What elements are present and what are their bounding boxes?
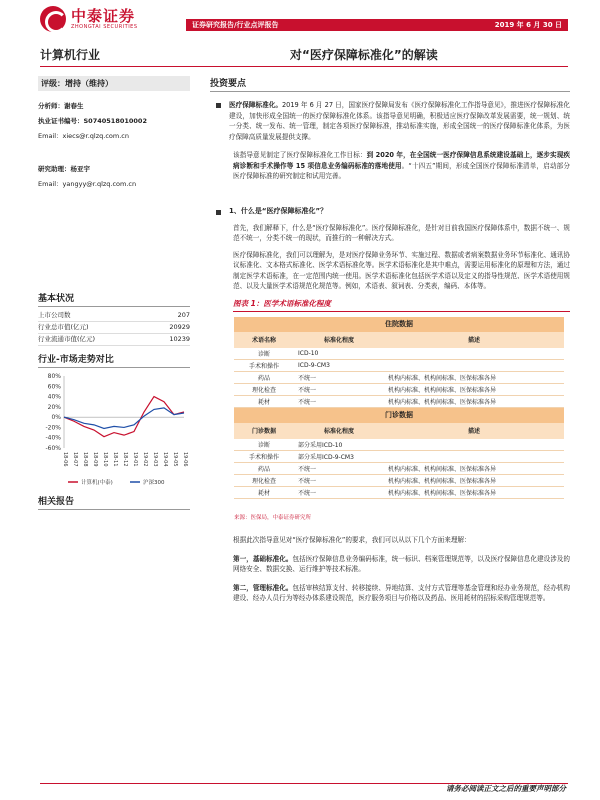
p7-bold: 第二，管理标准化。	[233, 583, 293, 592]
x-tick-label: 18-09	[92, 452, 98, 467]
related-reports-title: 相关报告	[38, 494, 190, 510]
degree-cell: 不统一	[294, 463, 384, 475]
h1-text: 1、什么是“医疗保障标准化”？	[229, 206, 328, 215]
desc-cell: 机构内标准、机构间标准、医保标准各异	[384, 463, 564, 475]
table-row	[234, 451, 564, 463]
x-tick-label: 18-07	[72, 452, 78, 467]
p6-text: 包括医疗保障信息业务编码标准，统一标识、档案管理规范等，以及医疗保障信息化建设涉及的网络安全、数据交换、运行维护等技术标准。	[233, 554, 571, 573]
company-logo	[40, 6, 138, 32]
col-term-name: 门诊数据	[234, 423, 294, 439]
logo-en: ZHONGTAI SECURITIES	[71, 24, 138, 30]
term-name-cell: 药品	[234, 463, 294, 475]
assistant-email[interactable]: Email：yangyy@r.qlzq.com.cn	[38, 180, 137, 188]
bullet-square-icon	[216, 210, 221, 215]
x-tick-label: 19-06	[182, 452, 188, 467]
col-desc: 描述	[384, 423, 564, 439]
degree-cell: 部分采用ICD-9-CM3	[294, 451, 384, 463]
desc-cell: 机构内标准、机构间标准、医保标准各异	[384, 487, 564, 499]
y-tick-label: 20%	[47, 403, 61, 411]
x-tick-label: 19-01	[132, 452, 138, 467]
y-tick-label: 60%	[47, 383, 61, 391]
paragraph-3: 首先，我们解释下，什么是“医疗保障标准化”。医疗保障标准化，是针对目前我国医疗保障体系中，数据不统一、规范不统一，分类不统一的现状，而推行的一种解决方式。	[233, 223, 570, 242]
table-row	[234, 475, 564, 487]
paragraph-1	[229, 100, 570, 142]
paragraph-6	[210, 554, 570, 575]
x-tick-label: 19-04	[162, 452, 168, 467]
term-name-cell: 理化检查	[234, 384, 294, 396]
basic-value: 207	[177, 311, 190, 319]
report-category-bar	[186, 19, 568, 31]
table-row	[234, 360, 564, 372]
degree-cell: 不统一	[294, 487, 384, 499]
table-row	[234, 348, 564, 360]
header-divider	[40, 66, 568, 67]
term-name-cell: 耗材	[234, 396, 294, 408]
p2b: 到 2020 年，在全国统一医疗保障信息系统建设基础上，逐步实现疾病诊断和手术操作等 15 项信息业务编码标准的落地使用	[233, 151, 570, 170]
x-tick-label: 19-02	[142, 452, 148, 467]
cert-number: S0740518010002	[83, 117, 147, 125]
degree-cell: 不统一	[294, 475, 384, 487]
footer-disclaimer: 请务必阅读正文之后的重要声明部分	[446, 784, 566, 793]
desc-cell	[384, 439, 564, 451]
y-tick-label: 80%	[47, 373, 61, 380]
x-tick-label: 18-11	[112, 452, 118, 467]
rating: 评级：增持（维持）	[38, 76, 190, 91]
table-source: 来源：医保局，中泰证券研究所	[234, 515, 312, 521]
paragraph-5: 根据此次指导意见对“医疗保障标准化”的要求，我们可以从以下几个方面来理解：	[233, 536, 471, 544]
col-degree: 标准化程度	[294, 423, 384, 439]
analyst-name: 谢春生	[64, 102, 84, 110]
degree-cell: ICD-9-CM3	[294, 360, 384, 372]
x-tick-label: 18-08	[82, 452, 88, 467]
y-tick-label: 40%	[47, 393, 61, 401]
y-tick-label: -20%	[45, 424, 61, 432]
basic-value: 10239	[169, 335, 190, 343]
table-row	[234, 439, 564, 451]
desc-cell: 机构内标准、机构间标准、医保标准各异	[384, 372, 564, 384]
p1-bold: 医疗保障标准化。	[229, 101, 282, 109]
y-tick-label: -40%	[45, 434, 61, 442]
term-name-cell: 诊断	[234, 439, 294, 451]
industry-label: 计算机行业	[40, 48, 101, 62]
degree-cell: ICD-10	[294, 348, 384, 360]
table-row	[234, 396, 564, 408]
legend-label: 沪深300	[143, 480, 165, 486]
assistant-name: 杨亚宇	[70, 165, 90, 173]
term-name-cell: 手术和操作	[234, 360, 294, 372]
x-tick-label: 19-03	[152, 452, 158, 467]
table-row	[234, 384, 564, 396]
x-tick-label: 18-06	[62, 452, 68, 467]
degree-cell: 不统一	[294, 384, 384, 396]
desc-cell: 机构内标准、机构间标准、医保标准各异	[384, 475, 564, 487]
report-category: 证券研究报告/行业点评报告	[192, 21, 279, 29]
table-row	[234, 463, 564, 475]
x-tick-label: 18-10	[102, 452, 108, 467]
legend-label: 计算机(中泰)	[81, 480, 113, 486]
p1-text: 2019 年 6 月 27 日，国家医疗保障局发布《医疗保障标准化工作指导意见》，推进医疗保障标准化建设，加快形成全国统一的医疗保障标准化体系。该指导意见明确，积极适应医疗保障改革发展需要，统一规划、统一分类、统一发布、统一管理，制定各项医疗保障标准，推动标准实施，形成全国统一的医疗保障标准化体系，为医疗保障高质量发展提供支撑。	[229, 101, 571, 141]
figure-title: 图表 1：医学术语标准化程度	[233, 298, 570, 312]
col-desc: 描述	[384, 332, 564, 348]
term-name-cell: 耗材	[234, 487, 294, 499]
degree-cell: 不统一	[294, 372, 384, 384]
section-heading-1	[210, 206, 570, 216]
degree-cell: 不统一	[294, 396, 384, 408]
basic-value: 20929	[169, 323, 190, 331]
basic-key: 行业流通市值(亿元)	[38, 335, 96, 343]
y-tick-label: -60%	[45, 445, 61, 452]
analyst-label: 分析师：	[38, 102, 64, 110]
basic-row	[38, 334, 190, 346]
term-name-cell: 手术和操作	[234, 451, 294, 463]
p6-bold: 第一，基础标准化。	[233, 554, 293, 563]
y-tick-label: 0%	[51, 414, 61, 422]
x-tick-label: 18-12	[122, 452, 128, 467]
report-title: 对“医疗保障标准化”的解读	[290, 48, 438, 62]
term-name-cell: 理化检查	[234, 475, 294, 487]
p2c: 。“十四五”期间，形成全国医疗保障标准清单，启动部分医疗保障标准的研究制定和试用完善。	[233, 161, 570, 180]
basic-status-title: 基本状况	[38, 291, 190, 307]
basic-key: 行业总市值(亿元)	[38, 323, 89, 331]
logo-cn: 中泰证券	[71, 7, 136, 25]
col-degree: 标准化程度	[294, 332, 384, 348]
right-column	[210, 76, 570, 604]
x-tick-label: 19-05	[172, 452, 178, 467]
highlights-title: 投资要点	[210, 76, 570, 92]
basic-row	[38, 322, 190, 334]
paragraph-4: 医疗保障标准化，我们可以理解为，是对医疗保障业务环节、实施过程、数据或者病案数据业务环节标准化、通讯协议标准化、文本格式标准化、医学术语标准化等。医学术语标准化是其中难点，需要运用标准化的原理和方法，通过制定医学术语标准，在一定范围内统一使用。医学术语标准化包括医学术语以及定义的指导性规范、医学术语使用规范、以及大量医学术语规范化规范等。例如，术语表、叙词表、分类表，编码、本体等。	[233, 250, 570, 290]
desc-cell	[384, 348, 564, 360]
logo-icon	[40, 6, 66, 32]
table-row	[234, 372, 564, 384]
degree-cell: 部分采用ICD-10	[294, 439, 384, 451]
p7-text: 包括审核结算支付、转移接续、异地结算、支付方式管理等基金管理和经办业务规范，经办机构建设、经办人员行为等经办体系建设规范，医疗服务项目与价格以及药品、医用耗材的招标采购管理规范等。	[233, 583, 571, 602]
paragraph-2	[210, 150, 570, 182]
trend-chart	[38, 370, 190, 490]
outpatient-section-title: 门诊数据	[234, 408, 564, 423]
p2a: 该指导意见制定了医疗保障标准化工作目标：	[233, 151, 367, 159]
analyst-info	[38, 99, 190, 192]
analyst-email[interactable]: Email：xiecs@r.qlzq.com.cn	[38, 132, 129, 140]
desc-cell	[384, 360, 564, 372]
basic-row	[38, 310, 190, 322]
terminology-table	[234, 317, 564, 500]
col-term-name: 术语名称	[234, 332, 294, 348]
desc-cell: 机构内标准、机构间标准、医保标准各异	[384, 396, 564, 408]
basic-key: 上市公司数	[38, 311, 71, 319]
term-name-cell: 药品	[234, 372, 294, 384]
assistant-label: 研究助理：	[38, 165, 71, 173]
cert-label: 执业证书编号：	[38, 117, 84, 125]
inpatient-section-title: 住院数据	[234, 317, 564, 332]
bullet-square-icon	[216, 103, 221, 108]
desc-cell: 机构内标准、机构间标准、医保标准各异	[384, 384, 564, 396]
trend-chart-title: 行业-市场走势对比	[38, 352, 190, 368]
term-name-cell: 诊断	[234, 348, 294, 360]
table-row	[234, 487, 564, 499]
paragraph-7	[210, 583, 570, 604]
report-date: 2019 年 6 月 30 日	[494, 21, 562, 29]
desc-cell	[384, 451, 564, 463]
series-line-0	[64, 397, 184, 437]
